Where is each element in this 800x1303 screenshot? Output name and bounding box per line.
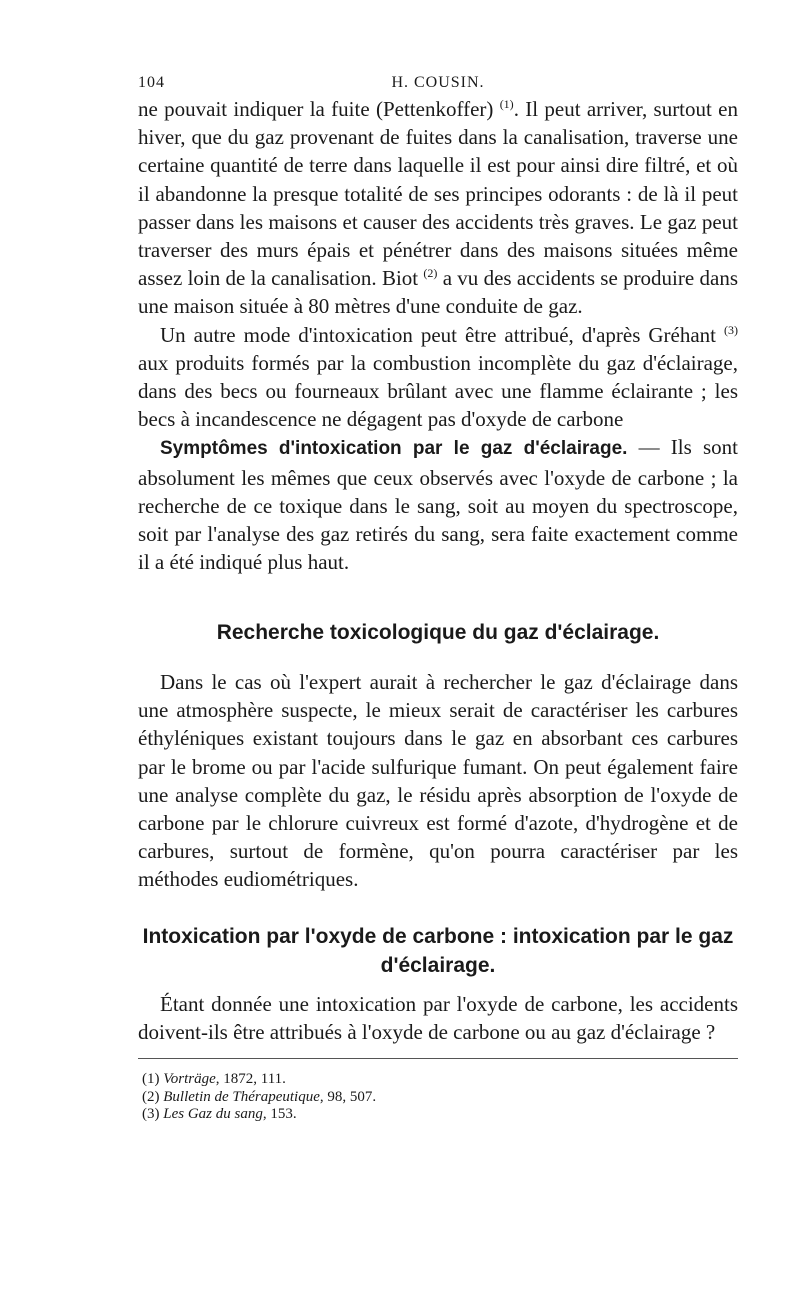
running-title: H. COUSIN. [391,74,485,91]
section-heading-2 [138,922,738,980]
heading-recherche: Recherche toxicologique du gaz d'éclairage. [216,621,660,644]
paragraph-4: Dans le cas où l'expert aurait à rechercher le gaz d'éclairage dans une atmosphère suspecte, le mieux serait de caractériser les carbures éthyléniques existant toujours dans le gaz en absorbant ces carbures par le brome ou par l'acide sulfurique fumant. On peut également faire une analyse complète du gaz, le résidu après absorption de l'oxyde de carbone par le chlorure cuivreux est formé d'azote, d'hydrogène et de carbures, surtout de formène, qu'on pourra caractériser par les méthodes eudiométriques. [138,670,738,892]
footnote-ref-1: (1) [499,97,514,111]
page-number: 104 [138,74,165,91]
body-block-3 [138,990,738,1046]
run-in-heading: Symptômes d'intoxication par le gaz d'éclairage. [160,438,628,460]
body-block-1 [138,95,738,576]
footnote-rule [138,1058,738,1059]
paragraph-3: Symptômes d'intoxication par le gaz d'éclairage. — Ils sont absolument les mêmes que ceux observés avec l'oxyde de carbone ; la recherche de ce toxique dans le sang, soit au moyen du spectroscope, soit par l'analyse des gaz retirés du sang, sera faite exactement comme il a été indiqué plus haut. [138,435,738,575]
section-heading-1 [138,618,738,647]
heading-intoxication: Intoxication par l'oxyde de carbone : intoxication par le gaz d'éclairage. [142,925,734,977]
footnote-1: (1) Vorträge, 1872, 111. [142,1071,286,1087]
footnote-3: (3) Les Gaz du sang, 153. [142,1106,297,1122]
footnote-ref-3: (3) [724,322,738,337]
footnote-2: (2) Bulletin de Thérapeutique, 98, 507. [142,1088,377,1105]
body-block-2 [138,668,738,894]
paragraph-5: Étant donnée une intoxication par l'oxyde de carbone, les accidents doivent-ils être attribués à l'oxyde de carbone ou au gaz d'éclairage ? [138,992,738,1045]
running-head [138,74,738,96]
paragraph-1: ne pouvait indiquer la fuite (Pettenkoffer) $^{(1)}$. Il peut arriver, surtout en hiver, que du gaz provenant de fuites dans la canalisation, traverse une certaine quantité de terre dans laquelle il est pour ainsi dire filtré, et où il abandonne la presque totalité de ses principes odorants : de là il peut passer dans les maisons et causer des accidents très graves. Le gaz peut traverser des murs épais et pénétrer dans des maisons situées même assez loin de la canalisation. Biot $^{(2)}$ a vu des accidents se produire dans une maison située à 80 mètres d'une conduite de gaz. [138,97,738,319]
footnote-ref-2: (2) [423,266,438,281]
footnotes [142,1071,376,1124]
paragraph-2: Un autre mode d'intoxication peut être attribué, d'après Gréhant $^{(3)}$ aux produits formés par la combustion incomplète du gaz d'éclairage, dans des becs ou fourneaux brûlant avec une flamme éclairante ; les becs à incandescence ne dégagent pas d'oxyde de carbone [138,322,738,432]
